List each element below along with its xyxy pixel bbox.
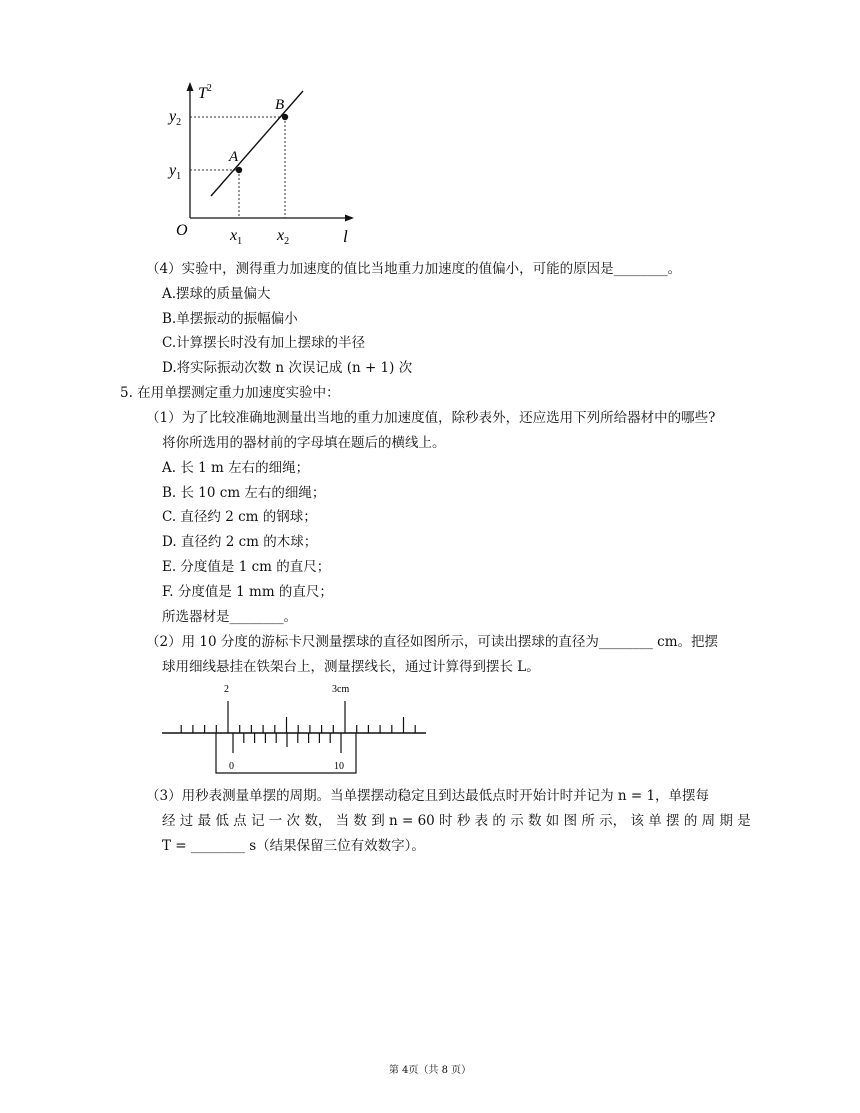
origin-label: O <box>176 222 188 239</box>
page-footer: 第 4页（共 8 页） <box>388 1065 472 1076</box>
point-b-label: B <box>275 97 285 113</box>
x-axis-label: l <box>343 227 348 246</box>
q5-option-f: F. 分度值是 1 mm 的直尺； <box>162 584 333 600</box>
y1-label: $y_1$ <box>169 162 182 182</box>
q4-stem: （4）实验中，测得重力加速度的值比当地重力加速度的值偏小，可能的原因是________。 <box>146 261 682 277</box>
q5-p3-line1: （3）用秒表测量单摆的周期。当单摆摆动稳定且到达最低点时开始计时并记为 n = 1，单摆每 <box>146 788 710 804</box>
q4-option-b: B.单摆振动的振幅偏小 <box>162 311 298 327</box>
q4-option-d: D.将实际振动次数 n 次误记成 (n + 1) 次 <box>162 360 413 376</box>
x1-label: $x_1$ <box>230 227 243 247</box>
q5-option-a: A. 长 1 m 左右的细绳； <box>162 460 310 476</box>
vernier-label-10: 10 <box>334 761 344 772</box>
q4-option-c: C.计算摆长时没有加上摆球的半径 <box>162 335 366 351</box>
point-a <box>236 167 242 173</box>
q5-p1-line2: 将你所选用的器材前的字母填在题后的横线上。 <box>162 435 446 451</box>
y-axis-arrow <box>187 82 194 91</box>
data-line <box>211 91 303 196</box>
main-label-3cm: 3cm <box>332 684 350 695</box>
y-axis-label: $T^2$ <box>198 83 212 102</box>
q5-option-e: E. 分度值是 1 cm 的直尺； <box>162 559 331 575</box>
y2-label: $y_2$ <box>169 108 182 128</box>
x-axis-arrow <box>345 215 354 222</box>
q5-p3-line3: T = ________ s（结果保留三位有效数字）。 <box>162 838 425 854</box>
q5-p2-line1: （2）用 10 分度的游标卡尺测量摆球的直径如图所示，可读出摆球的直径为________ cm。把摆 <box>146 634 719 650</box>
point-b <box>282 114 288 120</box>
q5-p1-line1: （1）为了比较准确地测量出当地的重力加速度值，除秒表外，还应选用下列所给器材中的哪些? <box>146 410 716 426</box>
q5-option-c: C. 直径约 2 cm 的钢球； <box>162 509 317 525</box>
t2-vs-l-graph <box>160 78 370 250</box>
vernier-caliper-diagram <box>160 680 430 776</box>
main-label-2: 2 <box>224 684 229 695</box>
q5-p2-line2: 球用细线悬挂在铁架台上，测量摆线长，通过计算得到摆长 L。 <box>162 659 540 675</box>
q5-p3-line2: 经 过 最 低 点 记 一 次 数， 当 数 到 n = 60 时 秒 表 的 示 数 如 图 所 示， 该 单 摆 的 周 期 是 <box>162 813 751 829</box>
x2-label: $x_2$ <box>277 227 290 247</box>
q5-option-d: D. 直径约 2 cm 的木球； <box>162 534 318 550</box>
q5-option-b: B. 长 10 cm 左右的细绳； <box>162 485 326 501</box>
q4-option-a: A.摆球的质量偏大 <box>162 286 271 302</box>
q5-p1-answer: 所选器材是________。 <box>162 609 297 625</box>
vernier-label-0: 0 <box>229 761 234 772</box>
point-a-label: A <box>229 149 239 165</box>
q5-title: 5. 在用单摆测定重力加速度实验中： <box>120 385 340 401</box>
